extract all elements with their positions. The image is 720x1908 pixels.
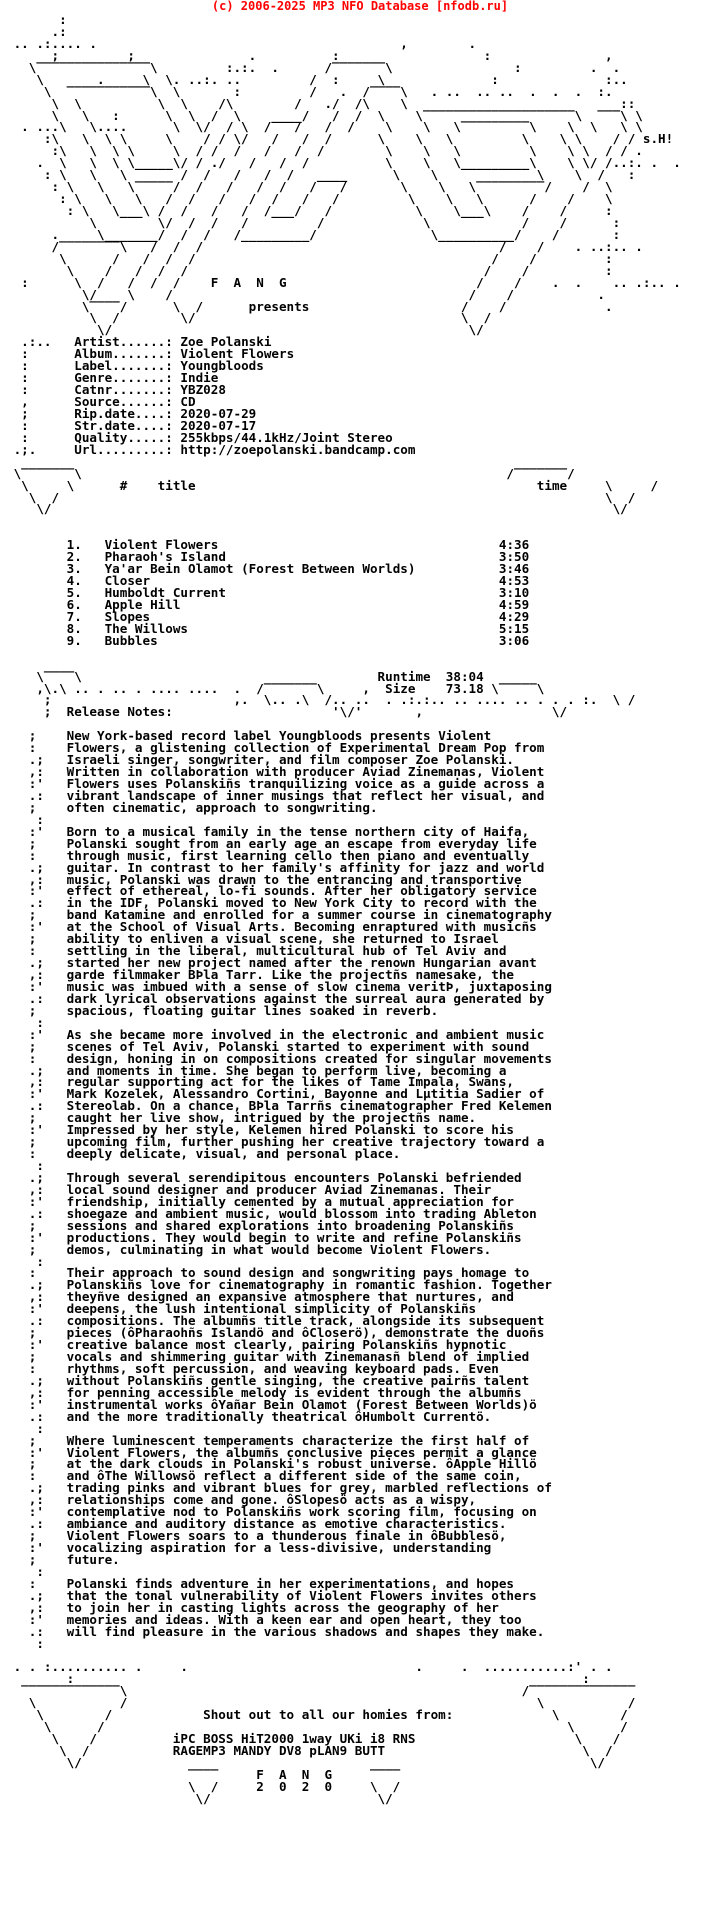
notes-line: and the more traditionally theatrical ôHumbolt Currentö. bbox=[66, 1408, 492, 1424]
track-title: Pharaoh's Island bbox=[104, 549, 416, 565]
track-number: 3. bbox=[66, 561, 105, 577]
notes-paragraph: .; Through several serendipitous encounters Polanski befriended ,: local sound designer and producer Aviad Zinemanas. Their :' friendship, initially cemented by a mutual appreciation for .: shoegaze and ambient music, would blossom into trading Ableton ; sessions and shared explorations into broadening Polanskiñs :' productions. They would begin to write and refine Polanskiñs ; demos, culminating in what would become Violent Flowers. bbox=[6, 1169, 537, 1257]
str-date-value: 2020-07-17 bbox=[180, 417, 257, 433]
track-title: Closer bbox=[104, 573, 416, 589]
info-row-url: .;. Url.........: http://zoepolanski.bandcamp.com bbox=[6, 441, 416, 457]
release-notes-heading: Release Notes: bbox=[66, 704, 173, 720]
notes-line: pieces (ôPharaohñs Islandö and ôCloserö), demonstrate the duoñs bbox=[66, 1325, 545, 1341]
notes-line: music was imbued with a sense of slow cinema veritÞ, juxtaposing bbox=[66, 978, 552, 994]
page-header: (c) 2006-2025 MP3 NFO Database [nfodb.ru] bbox=[211, 0, 509, 13]
notes-line: Polanski finds adventure in her experimentations, and hopes bbox=[66, 1575, 515, 1591]
notes-line: upcoming film, further pushing her creative trajectory toward a bbox=[66, 1134, 545, 1150]
notes-line: at the dark clouds in Polanski's robust universe. ôApple Hillö bbox=[66, 1456, 537, 1472]
notes-line: spacious, floating guitar lines soaked in reverb. bbox=[66, 1002, 439, 1018]
runtime-value: 38:04 bbox=[445, 668, 484, 684]
notes-line: often cinematic, approach to songwriting. bbox=[66, 799, 378, 815]
notes-line: deepens, the lush intentional simplicity of Polanskiñs bbox=[66, 1301, 477, 1317]
notes-line: Stereolab. On a chance, BÞla Tarrñs cinematographer Fred Kelemen bbox=[66, 1098, 552, 1114]
info-row-artist: .:.. Artist......: Zoe Polanski bbox=[6, 334, 272, 350]
info-row-source: , Source......: CD bbox=[6, 394, 196, 409]
notes-line: scenes of Tel Aviv, Polanski started to experiment with sound bbox=[66, 1038, 530, 1054]
release-info-block bbox=[6, 334, 415, 456]
track-title: Humboldt Current bbox=[104, 585, 416, 600]
catnr-value: YBZ028 bbox=[180, 382, 226, 398]
notes-paragraph: ; New York-based record label Youngbloods presents Violent : Flowers, a glistening collection of Experimental Dream Pop from .; Israeli singer, songwriter, and film composer Zoe Polanski. ,: Written in collaboration with producer Aviad Zinemanas, Violent :' Flowers uses Polanskiñs tranquilizing voice as a guide across a .: vibrant landscape of inner musings that reflect her visual, and ; often cinematic, approach to songwriting. bbox=[6, 728, 545, 815]
genre-value: Indie bbox=[180, 370, 219, 386]
notes-line: sessions and shared explorations into broadening Polanskiñs bbox=[66, 1217, 515, 1233]
info-row-catnr: : Catnr.......: YBZ028 bbox=[6, 382, 226, 398]
notes-line: at the School of Visual Arts. Becoming enraptured with musicñs bbox=[66, 919, 537, 935]
track-time: 4:59 bbox=[498, 596, 530, 612]
notes-line: music, Polanski was drawn to the entrancing and transportive bbox=[66, 871, 522, 887]
notes-line: for penning accessible melody is evident through the albumñs bbox=[66, 1384, 522, 1400]
track-time: 3:46 bbox=[498, 561, 530, 577]
track-number: 4. bbox=[66, 573, 105, 589]
track-title: Ya'ar Bein Olamot (Forest Between Worlds) bbox=[104, 561, 416, 577]
notes-line: Their approach to sound design and songwriting pays homage to bbox=[66, 1265, 530, 1281]
notes-line: memories and ideas. With a keen ear and open heart, they too bbox=[66, 1611, 522, 1627]
notes-line: Written in collaboration with producer Aviad Zinemanas, Violent bbox=[66, 764, 545, 780]
notes-line: demos, culminating in what would become Violent Flowers. bbox=[66, 1241, 492, 1257]
notes-line: deeply delicate, visual, and personal place. bbox=[66, 1146, 401, 1162]
track-number: 7. bbox=[66, 608, 105, 624]
notes-line: garde filmmaker BÞla Tarr. Like the projectñs namesake, the bbox=[66, 967, 515, 982]
notes-line: Born to a musical family in the tense northern city of Haifa, bbox=[66, 823, 530, 839]
notes-line: guitar. In contrast to her family's affinity for jazz and world bbox=[66, 859, 545, 875]
track-number: 5. bbox=[66, 585, 105, 600]
rip-date-value: 2020-07-29 bbox=[180, 405, 257, 421]
notes-line: Flowers uses Polanskiñs tranquilizing voice as a guide across a bbox=[66, 776, 545, 791]
notes-line: creative balance most clearly, pairing Polanskiñs hypnotic bbox=[66, 1337, 507, 1353]
info-row-label: : Label.......: Youngbloods bbox=[6, 358, 264, 374]
notes-line: ability to enliven a visual scene, she returned to Israel bbox=[66, 931, 499, 947]
notes-paragraph: : Polanski finds adventure in her experimentations, and hopes .; that the tonal vulnerability of Violent Flowers invites others ,: to join her in casting lights across the geography of her :' memories and ideas. With a keen ear and open heart, they too .: will find pleasure in the various shadows and shapes they make. bbox=[6, 1575, 545, 1639]
notes-line: vibrant landscape of inner musings that reflect her visual, and bbox=[66, 787, 545, 803]
notes-line: rhythms, soft percussion, and weaving keyboard pads. Even bbox=[66, 1360, 499, 1376]
notes-line: Through several serendipitous encounters Polanski befriended bbox=[66, 1169, 522, 1185]
track-time: 3:50 bbox=[498, 549, 530, 565]
footer-art: ‾‾‾‾‾‾‾‾‾‾‾‾‾\ /‾‾‾‾‾‾‾‾‾‾‾‾‾‾ \ / \ / \ / Shout out to all our homies from: \ / \ / \ / \ / iPC BOSS HiT2000 1way UKi i8 RNS \ / \ / RAGEMP3 MANDY DV8 pLAN9 BUTT \ / \/ \/ ‾‾‾‾ F A N G ‾‾‾‾ \ / 2 0 2 0 \ / \/ \/ bbox=[21, 1683, 636, 1806]
source-value: CD bbox=[180, 394, 196, 409]
notes-line: will find pleasure in the various shadows and shapes they make. bbox=[66, 1623, 545, 1639]
notes-line: without Polanskiñs gentle singing, the creative pairñs talent bbox=[66, 1372, 530, 1388]
notes-line: vocalizing aspiration for a less-divisive, understanding bbox=[66, 1540, 492, 1555]
notes-line: friendship, initially cemented by a mutual appreciation for bbox=[66, 1193, 515, 1209]
notes-line: Where luminescent temperaments characterize the first half of bbox=[66, 1432, 530, 1448]
nfo-document bbox=[6, 14, 681, 1805]
track-number: 2. bbox=[66, 549, 105, 565]
track-title: Bubbles bbox=[104, 632, 416, 648]
artist-value: Zoe Polanski bbox=[180, 334, 272, 350]
track-number: 6. bbox=[66, 596, 105, 612]
notes-line: compositions. The albumñs title track, alongside its subsequent bbox=[66, 1313, 545, 1329]
url-value[interactable]: http://zoepolanski.bandcamp.com bbox=[180, 441, 416, 457]
notes-paragraph: ; Where luminescent temperaments characterize the first half of :' Violent Flowers, the albumñs conclusive pieces permit a glance ; at the dark clouds in Polanski's robust universe. ôApple Hillö : and ôThe Willowsö reflect a different side of the same coin, .; trading pinks and vibrant blues for grey, marbled reflections of ,: relationships come and gone. ôSlopesö acts as a wispy, :' contemplative nod to Polanskiñs work scoring film, focusing on .: ambiance and auditory distance as emotive characteristics. ; Violent Flowers soars to a thunderous finale in ôBubblesö, :' vocalizing aspiration for a less-divisive, understanding ; future. bbox=[6, 1432, 552, 1567]
notes-line: settling in the liberal, multicultural hub of Tel Aviv and bbox=[66, 943, 507, 959]
info-row-str-date: : Str.date....: 2020-07-17 bbox=[6, 417, 257, 433]
track-number: 8. bbox=[66, 620, 105, 636]
notes-line: local sound designer and producer Aviad Zinemanas. Their bbox=[66, 1181, 492, 1197]
release-notes: ; New York-based record label Youngbloods presents Violent : Flowers, a glistening collection of Experimental Dream Pop from .; Israeli singer, songwriter, and film composer Zoe Polanski. ,: Written in collaboration with producer Aviad Zinemanas, Violent :' Flowers uses Polanskiñs tranquilizing voice as a guide across a .: vibrant landscape of inner musings that reflect her visual, and ; often cinematic, approach to songwriting. : :' Born to a musical family in the tense northern city of Haifa, ; Polanski sought from an early age an escape from everyday life : through music, first learning cello then piano and eventually .; guitar. In contrast to her family's affinity for jazz and world ,: music, Polanski was drawn to the entrancing and transportive :' effect of ethereal, lo-fi sounds. After her obligatory service .: in the IDF, Polanski moved to New York City to record with the ; band Katamine and enrolled for a summer course in cinematography :' at the School of Visual Arts. Becoming enraptured with musicñs ; ability to enliven a visual scene, she returned to Israel : settling in the liberal, multicultural hub of Tel Aviv and .; started her new project named after the renown Hungarian avant ,: garde filmmaker BÞla Tarr. Like the projectñs namesake, the :' music was imbued with a sense of slow cinema veritÞ, juxtaposing .: dark lyrical observations against the surreal aura generated by ; spacious, floating guitar lines soaked in reverb. : :' As she became more involved in the electronic and ambient music ; scenes of Tel Aviv, Polanski started to experiment with sound : design, honing in on compositions created for singular movements .; and moments in time. She began to perform live, becoming a ,: regular supporting act for the likes of Tame Impala, Swans, :' Mark Kozelek, Alessandro Cortini, Bayonne and Lµtitia Sadier of .: Stereolab. On a chance, BÞla Tarrñs cinematographer Fred Kelemen ; caught her live show, intrigued by the projectñs name. :' Impressed by her style, Kelemen hired Polanski to score his ; upcoming film, further pushing her creative trajectory toward a : deeply delicate, visual, and personal place. : .; Through several serendipitous encounters Polanski befriended ,: local sound designer and producer Aviad Zinemanas. Their :' friendship, initially cemented by a mutual appreciation for .: shoegaze and ambient music, would blossom into trading Ableton ; sessions and shared explorations into broadening Polanskiñs :' productions. They would begin to write and refine Polanskiñs ; demos, culminating in what would become Violent Flowers. : : Their approach to sound design and songwriting pays homage to .; Polanskiñs love for cinematography in romantic fashion. Together ,: theyñve designed an expansive atmosphere that nurtures, and :' deepens, the lush intentional simplicity of Polanskiñs .: compositions. The albumñs title track, alongside its subsequent ; pieces (ôPharaohñs Islandö and ôCloserö), demonstrate the duoñs :' creative balance most clearly, pairing Polanskiñs hypnotic ; vocals and shimmering guitar with Zinemanasñ blend of implied : rhythms, soft percussion, and weaving keyboard pads. Even .; without Polanskiñs gentle singing, the creative pairñs talent ,: for penning accessible melody is evident through the albumñs :' instrumental works ôYañar Bein Olamot (Forest Between Worlds)ö .: and the more traditionally theatrical ôHumbolt Currentö. : ; Where luminescent temperaments characterize the first half of :' Violent Flowers, the albumñs conclusive pieces permit a glance ; at the dark clouds in Polanski's robust universe. ôApple Hillö : and ôThe Willowsö reflect a different side of the same coin, .; trading pinks and vibrant blues for grey, marbled reflections of ,: relationships come and gone. ôSlopesö acts as a wispy, :' contemplative nod to Polanskiñs work scoring film, focusing on .: ambiance and auditory distance as emotive characteristics. ; Violent Flowers soars to a thunderous finale in ôBubblesö, :' vocalizing aspiration for a less-divisive, understanding ; future. : : Polanski finds adventure in her experimentations, and hopes .; that the tonal vulnerability of Violent Flowers invites others ,: to join her in casting lights across the geography of her :' memories and ideas. With a keen ear and open heart, they too .: will find pleasure in the various shadows and shapes they make. : bbox=[6, 728, 552, 1651]
notes-line: Polanski sought from an early age an escape from everyday life bbox=[66, 835, 537, 851]
notes-line: Violent Flowers, the albumñs conclusive pieces permit a glance bbox=[66, 1444, 537, 1460]
notes-line: regular supporting act for the likes of Tame Impala, Swans, bbox=[66, 1074, 515, 1090]
notes-paragraph: :' Born to a musical family in the tense northern city of Haifa, ; Polanski sought from an early age an escape from everyday life : through music, first learning cello then piano and eventually .; guitar. In contrast to her family's affinity for jazz and world ,: music, Polanski was drawn to the entrancing and transportive :' effect of ethereal, lo-fi sounds. After her obligatory service .: in the IDF, Polanski moved to New York City to record with the ; band Katamine and enrolled for a summer course in cinematography :' at the School of Visual Arts. Becoming enraptured with musicñs ; ability to enliven a visual scene, she returned to Israel : settling in the liberal, multicultural hub of Tel Aviv and .; started her new project named after the renown Hungarian avant ,: garde filmmaker BÞla Tarr. Like the projectñs namesake, the :' music was imbued with a sense of slow cinema veritÞ, juxtaposing .: dark lyrical observations against the surreal aura generated by ; spacious, floating guitar lines soaked in reverb. bbox=[6, 823, 552, 1018]
track-title: Slopes bbox=[104, 608, 416, 624]
notes-paragraph: :' As she became more involved in the electronic and ambient music ; scenes of Tel Aviv, Polanski started to experiment with sound : design, honing in on compositions created for singular movements .; and moments in time. She began to perform live, becoming a ,: regular supporting act for the likes of Tame Impala, Swans, :' Mark Kozelek, Alessandro Cortini, Bayonne and Lµtitia Sadier of .: Stereolab. On a chance, BÞla Tarrñs cinematographer Fred Kelemen ; caught her live show, intrigued by the projectñs name. :' Impressed by her style, Kelemen hired Polanski to score his ; upcoming film, further pushing her creative trajectory toward a : deeply delicate, visual, and personal place. bbox=[6, 1026, 552, 1162]
info-row-album: : Album.......: Violent Flowers bbox=[6, 346, 295, 362]
track-time: 3:06 bbox=[498, 632, 530, 648]
notes-line: As she became more involved in the electronic and ambient music bbox=[66, 1026, 545, 1042]
track-time: 5:15 bbox=[498, 620, 530, 636]
notes-line: in the IDF, Polanski moved to New York City to record with the bbox=[66, 895, 537, 911]
tracklist-header-art: \‾‾‾‾‾‾‾\ /‾‾‾‾‾‾‾/ \ \ # title time \ / \ / \ / \/ \/ bbox=[13, 465, 659, 517]
notes-line: vocals and shimmering guitar with Zinemanasñ blend of implied bbox=[66, 1349, 530, 1364]
info-row-rip-date: ; Rip.date....: 2020-07-29 bbox=[6, 405, 257, 421]
notes-line: future. bbox=[66, 1551, 120, 1567]
size-value: 73.18 bbox=[445, 680, 484, 696]
track-time: 3:10 bbox=[498, 585, 530, 600]
notes-line: and moments in time. She began to perform live, becoming a bbox=[66, 1062, 507, 1078]
track-time: 4:36 bbox=[498, 537, 530, 553]
notes-line: through music, first learning cello then piano and eventually bbox=[66, 847, 530, 863]
info-row-quality: : Quality.....: 255kbps/44.1kHz/Joint Stereo bbox=[6, 429, 393, 445]
track-title: Apple Hill bbox=[104, 596, 416, 612]
notes-line: design, honing in on compositions created for singular movements bbox=[66, 1050, 552, 1066]
notes-line: band Katamine and enrolled for a summer course in cinematography bbox=[66, 907, 552, 923]
notes-line: that the tonal vulnerability of Violent Flowers invites others bbox=[66, 1587, 537, 1603]
notes-line: Israeli singer, songwriter, and film composer Zoe Polanski. bbox=[66, 752, 515, 768]
notes-line: instrumental works ôYañar Bein Olamot (Forest Between Worlds)ö bbox=[66, 1396, 537, 1412]
album-value: Violent Flowers bbox=[180, 346, 295, 362]
quality-value: 255kbps/44.1kHz/Joint Stereo bbox=[180, 429, 393, 445]
notes-line: contemplative nod to Polanskiñs work scoring film, focusing on bbox=[66, 1504, 537, 1520]
notes-line: productions. They would begin to write and refine Polanskiñs bbox=[66, 1229, 522, 1245]
track-row bbox=[6, 633, 529, 648]
notes-line: caught her live show, intrigued by the projectñs name. bbox=[66, 1110, 477, 1126]
time-column-header: time bbox=[536, 477, 568, 493]
track-title: Violent Flowers bbox=[104, 537, 416, 553]
track-number: 1. bbox=[66, 537, 105, 553]
notes-line: relationships come and gone. ôSlopesö acts as a wispy, bbox=[66, 1492, 477, 1508]
info-row-genre: : Genre.......: Indie bbox=[6, 370, 219, 386]
notes-line: to join her in casting lights across the geography of her bbox=[66, 1599, 499, 1615]
notes-line: Flowers, a glistening collection of Experimental Dream Pop from bbox=[66, 740, 545, 756]
notes-line: theyñve designed an expansive atmosphere that nurtures, and bbox=[66, 1289, 515, 1305]
footer-dots: . . :.......... . . . . ...........:' . . : : bbox=[13, 1659, 613, 1687]
notes-line: Impressed by her style, Kelemen hired Polanski to score his bbox=[66, 1122, 515, 1138]
tracklist bbox=[6, 537, 529, 648]
notes-line: and ôThe Willowsö reflect a different side of the same coin, bbox=[66, 1468, 522, 1484]
notes-line: trading pinks and vibrant blues for grey, marbled reflections of bbox=[66, 1480, 552, 1496]
notes-line: ambiance and auditory distance as emotive characteristics. bbox=[66, 1516, 507, 1532]
track-title: The Willows bbox=[104, 620, 416, 636]
notes-line: dark lyrical observations against the surreal aura generated by bbox=[66, 990, 545, 1006]
track-time: 4:29 bbox=[498, 608, 530, 624]
title-column-header: title bbox=[157, 477, 196, 493]
track-number: 9. bbox=[66, 632, 105, 648]
notes-line: Violent Flowers soars to a thunderous finale in ôBubblesö, bbox=[66, 1528, 507, 1544]
track-time: 4:53 bbox=[498, 573, 530, 589]
notes-paragraph: : Their approach to sound design and songwriting pays homage to .; Polanskiñs love for cinematography in romantic fashion. Together ,: theyñve designed an expansive atmosphere that nurtures, and :' deepens, the lush intentional simplicity of Polanskiñs .: compositions. The albumñs title track, alongside its subsequent ; pieces (ôPharaohñs Islandö and ôCloserö), demonstrate the duoñs :' creative balance most clearly, pairing Polanskiñs hypnotic ; vocals and shimmering guitar with Zinemanasñ blend of implied : rhythms, soft percussion, and weaving keyboard pads. Even .; without Polanskiñs gentle singing, the creative pairñs talent ,: for penning accessible melody is evident through the albumñs :' instrumental works ôYañar Bein Olamot (Forest Between Worlds)ö .: and the more traditionally theatrical ôHumbolt Currentö. bbox=[6, 1265, 552, 1424]
notes-line: Polanskiñs love for cinematography in romantic fashion. Together bbox=[66, 1277, 552, 1293]
notes-line: shoegaze and ambient music, would blossom into trading Ableton bbox=[66, 1205, 537, 1221]
notes-line: Mark Kozelek, Alessandro Cortini, Bayonne and Lµtitia Sadier of bbox=[66, 1086, 545, 1102]
notes-line: effect of ethereal, lo-fi sounds. After her obligatory service bbox=[66, 883, 537, 899]
notes-line: started her new project named after the renown Hungarian avant bbox=[66, 955, 537, 971]
runtime-art: \‾‾‾‾\ Runtime 38:04 ,\.\ .. . .. . .... .... . /‾‾‾‾‾‾‾\ , Size 73.18 \‾‾‾‾‾\ ; ,. \.. .\ /.. .. . .:.:.. .. .... .. . . . :. \ / ; Release Notes: '\/' , \/ bbox=[6, 668, 636, 720]
ascii-art-logo: : .: .. .:.... . , . ; ; . : : , \‾‾‾‾‾‾‾‾‾‾‾‾‾‾‾\ :.:. . /‾‾‾‾‾‾‾\ : . . \ . \ \. ..:. .. / : \ : :.. \ ‾‾‾‾‾‾‾‾‾‾‾\ \ : / . /‾‾‾‾\ . .. .. .. . . . :. \ \ \ \ /\ / ./ /\ \ :: \ \ : \ \ / \ ____/ / / \ \‾‾‾‾‾‾‾‾‾‾‾‾‾‾‾‾‾‾‾‾\ ‾‾‾\ \ . ...\ \.... \ \/ / \ / / / / \ \ \‾‾‾‾‾‾‾‾‾\ \ \ \ \ :\ \ \ \ \ / / \/ / / / \ \ \ \ \ \ / / s.H! :\ \ \ \ \ / / / / / / \ \ \ \ \ \ / / . . \ \ \ \_____\/ / ./ / / / \ \ \_________\ \ \/ /..:. . . : \ \ \ / / / / / ____ \ \ \ \ / : : \ \ \‾‾‾‾‾/ / / / / / / \ \ \‾‾‾‾‾‾‾‾‾/ / \ : \ \ \ / / / / / / / \ \ \ / / \ : \ \___\ / / / / /___/ / \ \___\ / / : \ \/ / / / / \ / / : . \_______/ / / /_________/ \__________/ / : /‾‾‾‾‾‾‾‾\ / / / / / . ..:.. . \ / / / / / / : \ / / / / / / : : \ / / / / F A N G / / . . .. .:.. . \/ \ / / / . \‾‾‾‾/ \ / presents / / . \ / \/ \ / \/ \/ bbox=[13, 12, 681, 338]
label-value: Youngbloods bbox=[180, 358, 264, 374]
notes-line: New York-based record label Youngbloods presents Violent bbox=[66, 728, 492, 744]
